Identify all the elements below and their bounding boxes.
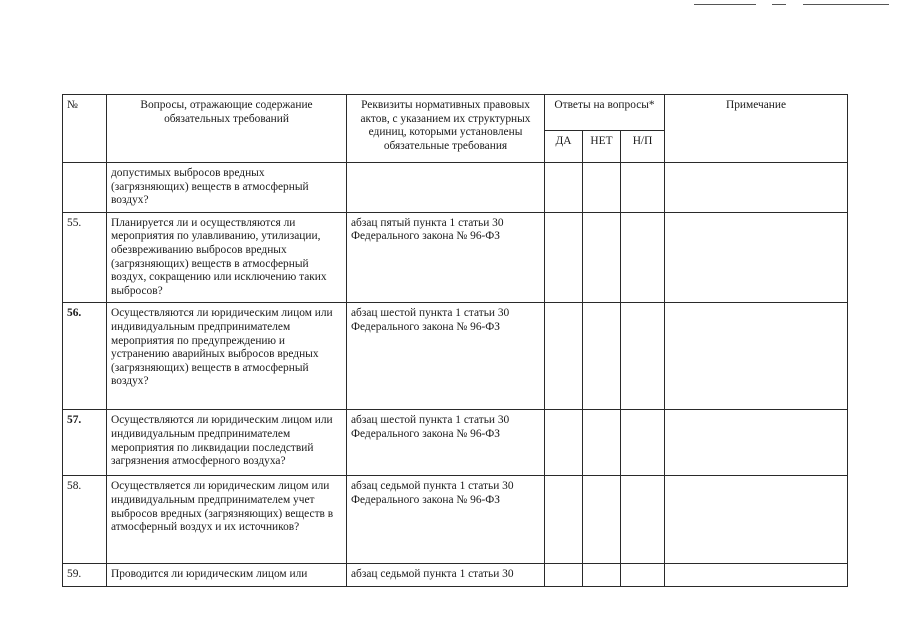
- answer-yes-cell[interactable]: [545, 564, 583, 587]
- answer-yes-cell[interactable]: [545, 212, 583, 303]
- note-cell[interactable]: [665, 163, 848, 213]
- answer-no-cell[interactable]: [583, 564, 621, 587]
- requisite-text: абзац седьмой пункта 1 статьи 30: [347, 564, 545, 587]
- scan-artifact-line: [772, 4, 786, 5]
- answer-yes-cell[interactable]: [545, 303, 583, 410]
- header-number: №: [63, 95, 107, 163]
- header-requisites: Реквизиты нормативных правовых актов, с указанием их структурных единиц, которыми установлены обязательные требования: [347, 95, 545, 163]
- answer-na-cell[interactable]: [621, 410, 665, 476]
- note-cell[interactable]: [665, 303, 848, 410]
- header-note: Примечание: [665, 95, 848, 163]
- header-yes: ДА: [545, 131, 583, 163]
- answer-yes-cell[interactable]: [545, 410, 583, 476]
- answer-yes-cell[interactable]: [545, 163, 583, 213]
- question-text: Проводится ли юридическим лицом или: [107, 564, 347, 587]
- question-text: Осуществляются ли юридическим лицом или индивидуальным предпринимателем мероприятия по ликвидации последствий загрязнения атмосферного воздуха?: [107, 410, 347, 476]
- note-cell[interactable]: [665, 212, 848, 303]
- scan-artifact-line: [803, 4, 889, 5]
- table-row: [63, 410, 848, 476]
- table-row: [63, 163, 848, 213]
- answer-na-cell[interactable]: [621, 212, 665, 303]
- header-no: НЕТ: [583, 131, 621, 163]
- checklist-table: [62, 94, 848, 587]
- answer-na-cell[interactable]: [621, 163, 665, 213]
- row-number: 59.: [63, 564, 107, 587]
- table-row: [63, 303, 848, 410]
- table-row: [63, 476, 848, 564]
- header-row: [63, 95, 848, 131]
- table-row: [63, 212, 848, 303]
- answer-no-cell[interactable]: [583, 212, 621, 303]
- question-text: допустимых выбросов вредных (загрязняющих) веществ в атмосферный воздух?: [107, 163, 347, 213]
- question-text: Осуществляется ли юридическим лицом или индивидуальным предпринимателем учет выбросов вредных (загрязняющих) веществ в атмосферный воздух и их источников?: [107, 476, 347, 564]
- row-number: 57.: [63, 410, 107, 476]
- row-number: 58.: [63, 476, 107, 564]
- row-number: [63, 163, 107, 213]
- answer-na-cell[interactable]: [621, 564, 665, 587]
- answer-no-cell[interactable]: [583, 163, 621, 213]
- requisite-text: абзац шестой пункта 1 статьи 30 Федерального закона № 96-ФЗ: [347, 303, 545, 410]
- scan-artifact-line: [694, 4, 756, 5]
- note-cell[interactable]: [665, 476, 848, 564]
- answer-no-cell[interactable]: [583, 303, 621, 410]
- answer-na-cell[interactable]: [621, 303, 665, 410]
- header-answers: Ответы на вопросы*: [545, 95, 665, 131]
- header-questions: Вопросы, отражающие содержание обязательных требований: [107, 95, 347, 163]
- note-cell[interactable]: [665, 564, 848, 587]
- requisite-text: абзац седьмой пункта 1 статьи 30 Федерального закона № 96-ФЗ: [347, 476, 545, 564]
- note-cell[interactable]: [665, 410, 848, 476]
- row-number: 55.: [63, 212, 107, 303]
- requisite-text: [347, 163, 545, 213]
- requisite-text: абзац пятый пункта 1 статьи 30 Федерального закона № 96-ФЗ: [347, 212, 545, 303]
- table-row: [63, 564, 848, 587]
- answer-na-cell[interactable]: [621, 476, 665, 564]
- question-text: Планируется ли и осуществляются ли мероприятия по улавливанию, утилизации, обезвреживанию выбросов вредных (загрязняющих) веществ в атмосферный воздух, сокращению или исключению таких выбросов?: [107, 212, 347, 303]
- answer-no-cell[interactable]: [583, 476, 621, 564]
- row-number: 56.: [63, 303, 107, 410]
- question-text: Осуществляются ли юридическим лицом или индивидуальным предпринимателем мероприятия по предупреждению и устранению аварийных выбросов вредных (загрязняющих) веществ в атмосферный воздух?: [107, 303, 347, 410]
- header-na: Н/П: [621, 131, 665, 163]
- requisite-text: абзац шестой пункта 1 статьи 30 Федерального закона № 96-ФЗ: [347, 410, 545, 476]
- answer-no-cell[interactable]: [583, 410, 621, 476]
- answer-yes-cell[interactable]: [545, 476, 583, 564]
